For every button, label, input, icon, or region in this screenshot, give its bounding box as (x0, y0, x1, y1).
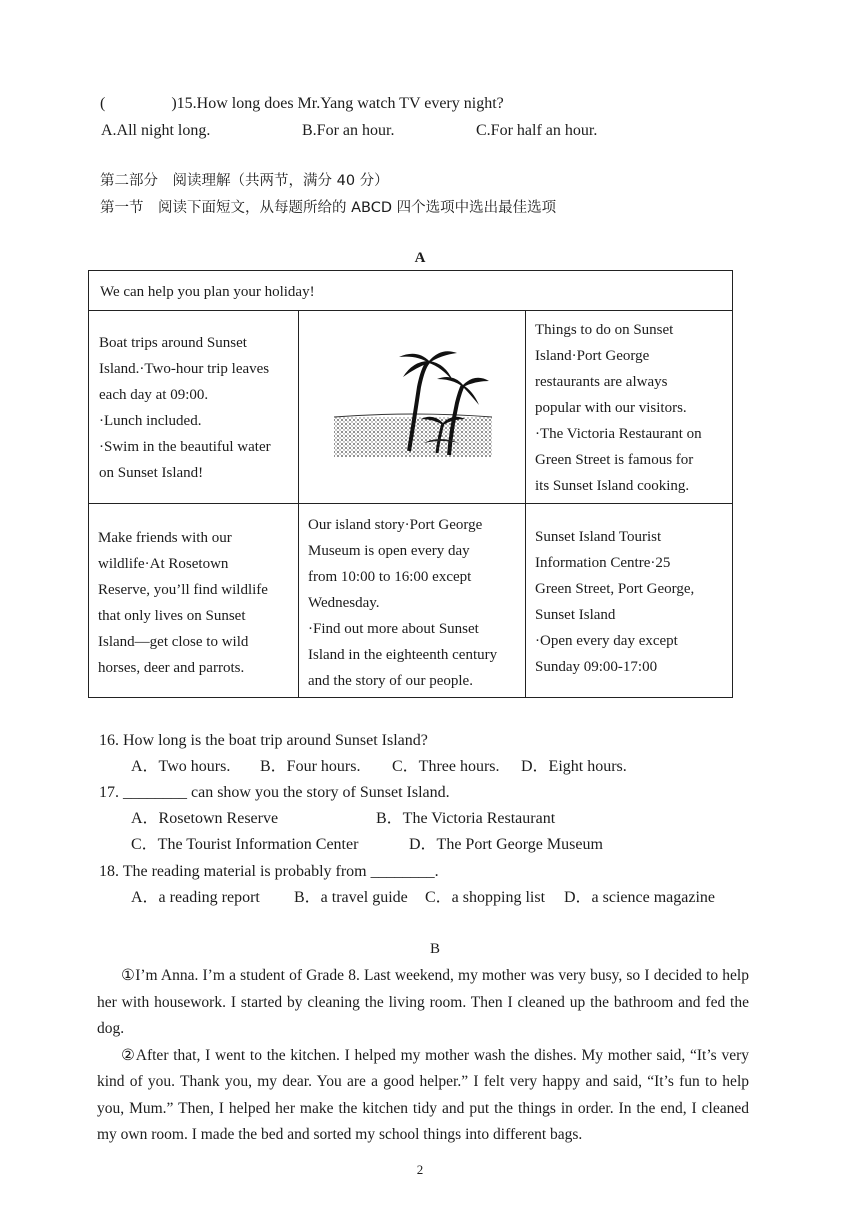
table-header: We can help you plan your holiday! (100, 284, 315, 300)
cell-line: Sunset Island (535, 607, 616, 623)
cell-line: Information Centre·25 (535, 555, 671, 571)
cell-line: Island—get close to wild (98, 634, 249, 650)
q15-stem: )15.How long does Mr.Yang watch TV every night? (171, 95, 504, 112)
table-divider (89, 503, 732, 504)
cell-line: ·Find out more about Sunset (308, 621, 479, 637)
cell-line: ·Open every day except (535, 633, 678, 649)
q16-option-a[interactable]: A．Two hours. (131, 758, 231, 775)
q18-option-c[interactable]: C．a shopping list (425, 889, 546, 906)
q17-blank[interactable]: ________ (123, 784, 187, 801)
q17-options (131, 809, 651, 855)
cell-line: Things to do on Sunset (535, 322, 674, 338)
q17-stem: can show you the story of Sunset Island. (191, 784, 450, 801)
q18-option-b[interactable]: B．a travel guide (294, 889, 408, 906)
cell-line: Green Street, Port George, (535, 581, 695, 597)
cell-line: on Sunset Island! (99, 465, 204, 481)
passage-a-label: A (414, 250, 426, 266)
passage-b-paragraph-1: ①I’m Anna. I’m a student of Grade 8. Last weekend, my mother was very busy, so I decided to help her with housework. I started by cleaning the living room. Then I cleaned up the bathroom and fed the dog. (97, 967, 749, 1037)
cell-boat-trips (99, 330, 294, 486)
q17-option-b[interactable]: B．The Victoria Restaurant (376, 810, 556, 827)
q17-option-c[interactable]: C．The Tourist Information Center (131, 836, 359, 853)
q15-option-a[interactable]: A.All night long. (101, 122, 211, 139)
q15-option-c[interactable]: C.For half an hour. (476, 122, 598, 139)
cell-museum (308, 512, 523, 694)
cell-line: ·The Victoria Restaurant on (535, 426, 702, 442)
cell-line: horses, deer and parrots. (98, 660, 245, 676)
cell-line: Sunset Island Tourist (535, 529, 662, 545)
passage-b-label: B (429, 941, 440, 957)
q15-option-b[interactable]: B.For an hour. (302, 122, 395, 139)
q18-option-a[interactable]: A．a reading report (131, 889, 260, 906)
part2-title: 第二部分 阅读理解（共两节，满分 40 分） (100, 173, 389, 189)
q18-stem: 18. The reading material is probably from ________. (99, 863, 439, 880)
q18-option-d[interactable]: D．a science magazine (564, 889, 716, 906)
table-divider (89, 310, 732, 311)
cell-wildlife (98, 525, 296, 681)
q17-number: 17. (99, 784, 119, 801)
cell-line: Island·Port George (535, 348, 650, 364)
cell-tourist-info (535, 524, 730, 680)
cell-line: Island.·Two-hour trip leaves (99, 361, 270, 377)
cell-line: each day at 09:00. (99, 387, 209, 403)
cell-line: Museum is open every day (308, 543, 470, 559)
cell-line: Make friends with our (98, 530, 232, 546)
table-divider (525, 310, 526, 697)
cell-line: ·Swim in the beautiful water (99, 439, 271, 455)
q15-open-paren: ( (100, 95, 106, 112)
cell-line: that only lives on Sunset (98, 608, 246, 624)
holiday-ad-table (88, 270, 733, 698)
q15-stem-row (100, 94, 504, 114)
passage-b-paragraph-2: ②After that, I went to the kitchen. I helped my mother wash the dishes. My mother said, “It’s very kind of you. Thank you, my dear. You are a good helper.” I felt very happy and said, “It’s fun to help you, Mum.” Then, I helped her make the kitchen tidy and put the things in order. In the end, I cleaned my own room. I made the bed and sorted my school things into different bags. (97, 1046, 749, 1143)
cell-line: from 10:00 to 16:00 except (308, 569, 472, 585)
q17-option-a[interactable]: A．Rosetown Reserve (131, 810, 279, 827)
cell-line: wildlife·At Rosetown (98, 556, 229, 572)
section1-instructions: 第一节 阅读下面短文，从每题所给的 ABCD 四个选项中选出最佳选项 (100, 200, 557, 216)
q18-options (131, 888, 731, 908)
q16-option-c[interactable]: C．Three hours. (392, 758, 500, 775)
cell-line: popular with our visitors. (535, 400, 687, 416)
cell-line: Our island story·Port George (308, 517, 483, 533)
q16-stem: 16. How long is the boat trip around Sunset Island? (99, 732, 428, 749)
q15-options (101, 121, 701, 141)
q16-option-d[interactable]: D．Eight hours. (521, 758, 627, 775)
cell-line: ·Lunch included. (99, 413, 202, 429)
palm-tree-island-icon (329, 347, 499, 467)
passage-b-body (97, 963, 749, 1149)
cell-things-to-do (535, 317, 730, 499)
cell-line: Sunday 09:00-17:00 (535, 659, 658, 675)
q17-stem-row (99, 783, 450, 803)
cell-line: restaurants are always (535, 374, 668, 390)
cell-line: Reserve, you’ll find wildlife (98, 582, 268, 598)
cell-line: Boat trips around Sunset (99, 335, 247, 351)
cell-line: Wednesday. (308, 595, 380, 611)
q16-options (131, 757, 651, 777)
cell-line: Green Street is famous for (535, 452, 694, 468)
cell-line: its Sunset Island cooking. (535, 478, 690, 494)
cell-line: and the story of our people. (308, 673, 473, 689)
q16-option-b[interactable]: B．Four hours. (260, 758, 361, 775)
q17-option-d[interactable]: D．The Port George Museum (409, 836, 603, 853)
cell-line: Island in the eighteenth century (308, 647, 498, 663)
page-number: 2 (416, 1162, 424, 1177)
table-divider (298, 310, 299, 697)
